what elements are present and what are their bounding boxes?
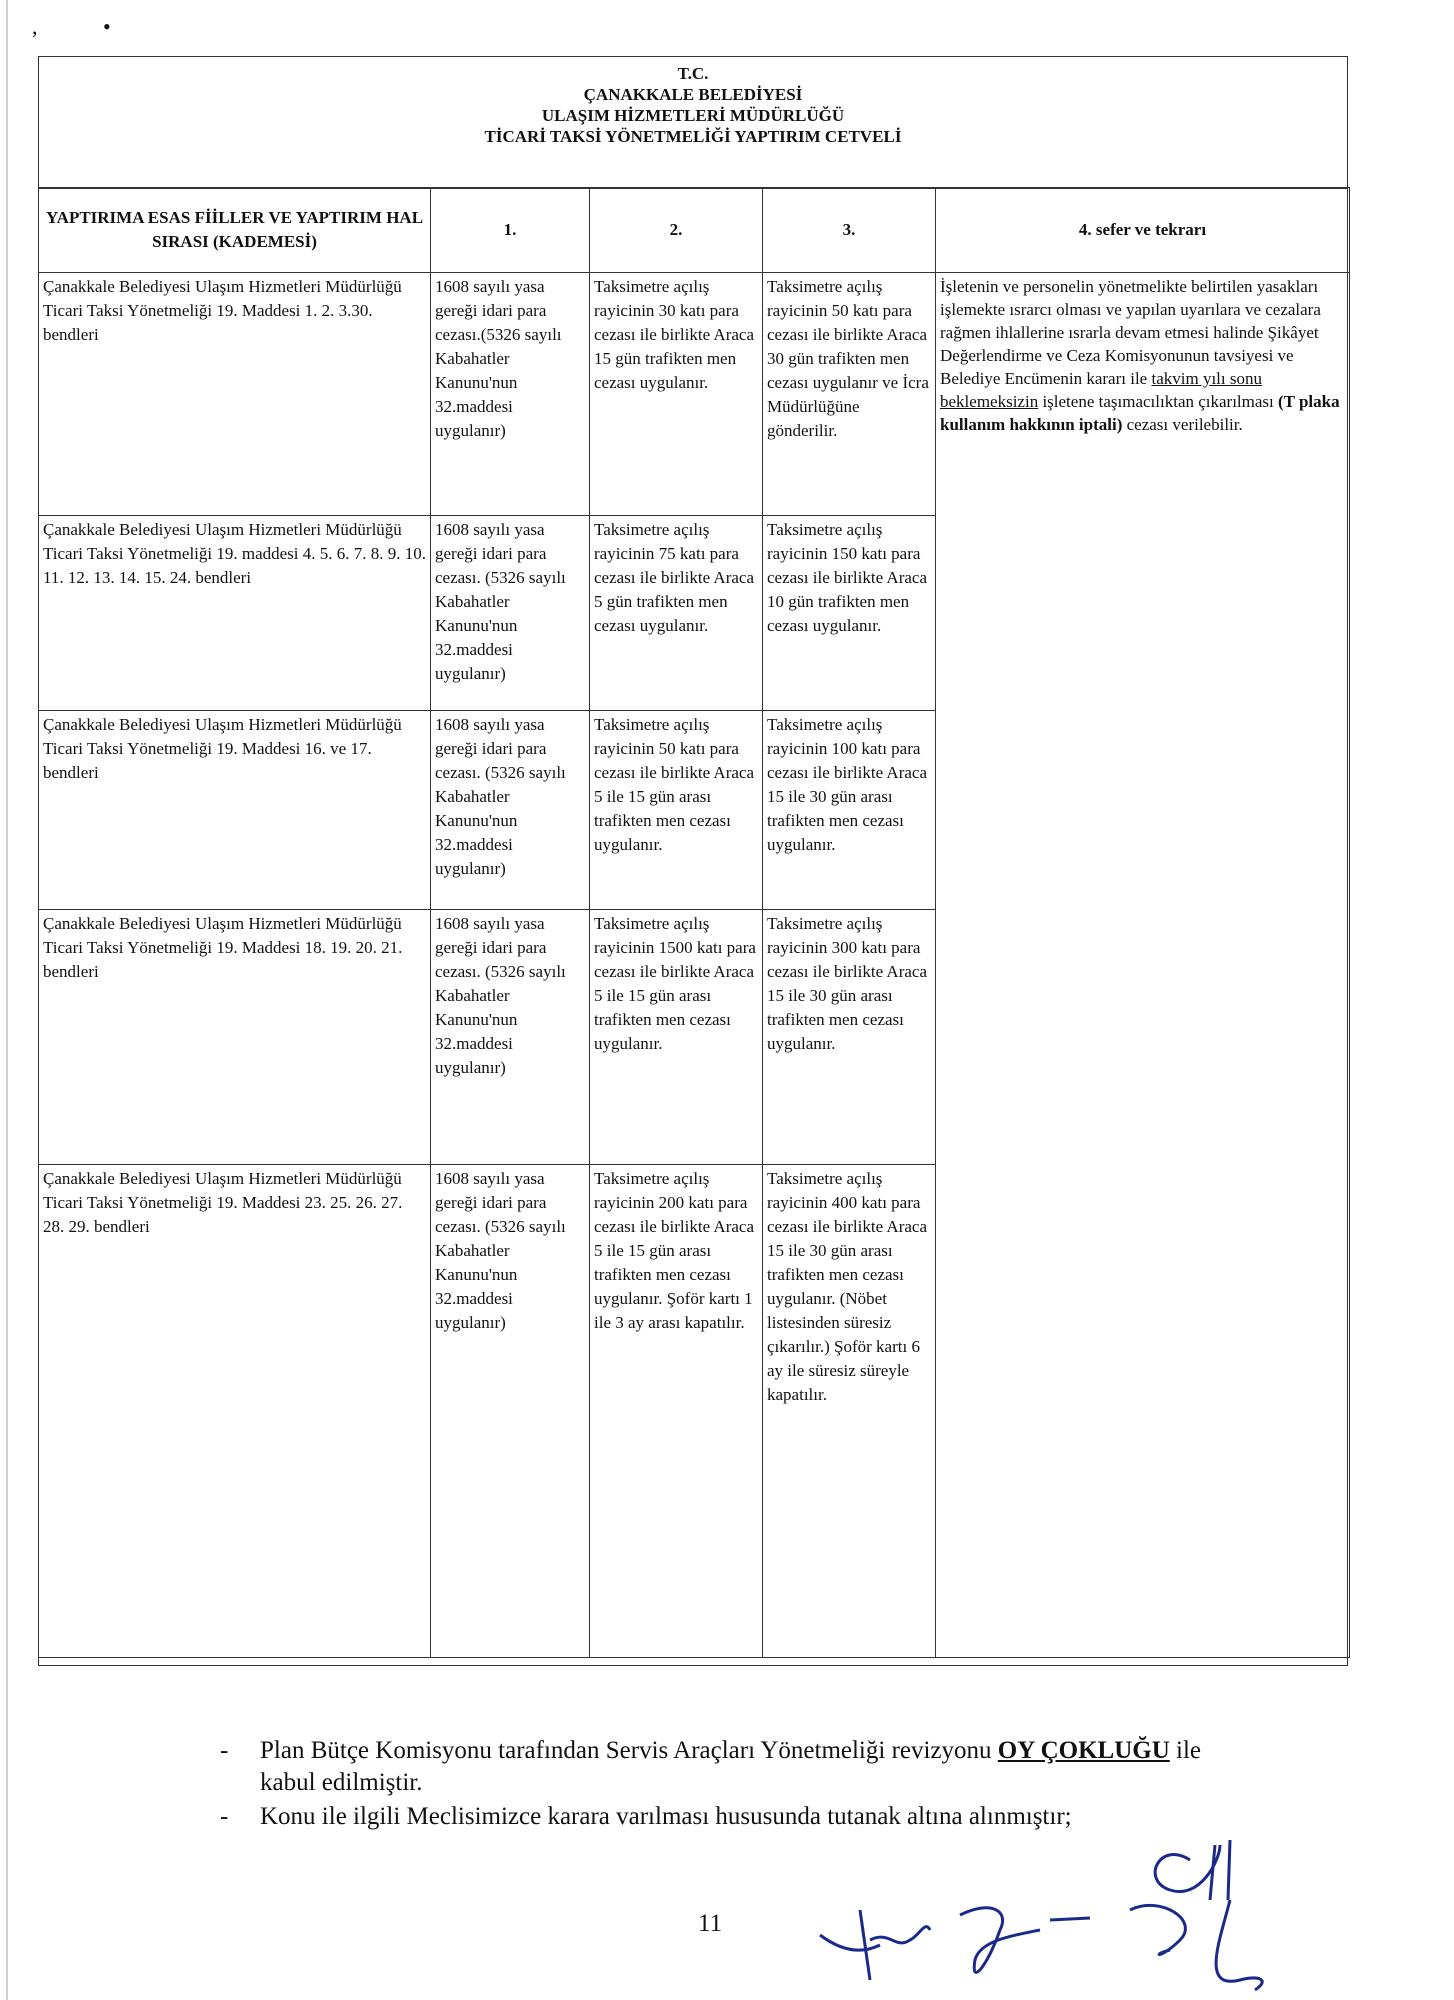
cell-second: Taksimetre açılış rayicinin 30 katı para cezası ile birlikte Araca 15 gün trafikten men cezası uygulanır. — [590, 273, 763, 516]
cell-third: Taksimetre açılış rayicinin 150 katı para cezası ile birlikte Araca 10 gün trafikten men cezası uygulanır. — [763, 516, 936, 711]
cell-act: Çanakkale Belediyesi Ulaşım Hizmetleri Müdürlüğü Ticari Taksi Yönetmeliği 19. Maddesi 1. 2. 3.30. bendleri — [39, 273, 431, 516]
table-row — [39, 273, 1350, 516]
col-header-acts: YAPTIRIMA ESAS FİİLLER VE YAPTIRIM HAL SIRASI (KADEMESİ) — [39, 188, 431, 273]
note-dash: - — [220, 1803, 229, 1830]
note-item — [200, 1735, 1220, 1799]
top-mark: • — [103, 14, 111, 39]
fourth-text-2: işletene taşımacılıktan çıkarılması — [1042, 392, 1274, 411]
signature-mark — [1155, 1840, 1230, 1900]
signature-mark — [820, 1910, 930, 1980]
page-number: 11 — [698, 1910, 723, 1937]
cell-fourth-penalty — [936, 273, 1350, 1658]
header-line-municipality: ÇANAKKALE BELEDİYESİ — [583, 85, 803, 104]
table-header-row — [39, 188, 1350, 273]
cell-second: Taksimetre açılış rayicinin 50 katı para cezası ile birlikte Araca 5 ile 15 gün arası trafikten men cezası uygulanır. — [590, 711, 763, 910]
cell-third: Taksimetre açılış rayicinin 100 katı para cezası ile birlikte Araca 15 ile 30 gün arası trafikten men cezası uygulanır. — [763, 711, 936, 910]
cell-act: Çanakkale Belediyesi Ulaşım Hizmetleri Müdürlüğü Ticari Taksi Yönetmeliği 19. maddesi 4. 5. 6. 7. 8. 9. 10. 11. 12. 13. 14. 15. 24. bendleri — [39, 516, 431, 711]
fourth-text-1: İşletenin ve personelin yönetmelikte belirtilen yasakları işlemekte ısrarcı olması ve yapılan uyarılara ve cezalara rağmen ihlallerine ısrarla devam etmesi halinde Şikâyet Değerlendirme ve Ceza Komisyonunun tavsiyesi ve Belediye Encümenin kararı ile — [940, 277, 1321, 388]
table-frame — [38, 56, 1348, 1666]
top-mark: , — [32, 14, 38, 39]
note-dash: - — [220, 1737, 229, 1764]
cell-first: 1608 sayılı yasa gereği idari para cezası. (5326 sayılı Kabahatler Kanunu'nun 32.maddesi uygulanır) — [431, 910, 590, 1165]
cell-third: Taksimetre açılış rayicinin 400 katı para cezası ile birlikte Araca 15 ile 30 gün arası trafikten men cezası uygulanır. (Nöbet listesinden süresiz çıkarılır.) Şoför kartı 6 ay ile süresiz süreyle kapatılır. — [763, 1165, 936, 1658]
cell-second: Taksimetre açılış rayicinin 75 katı para cezası ile birlikte Araca 5 gün trafikten men cezası uygulanır. — [590, 516, 763, 711]
fourth-text-3: cezası verilebilir. — [1126, 415, 1243, 434]
note-item — [200, 1801, 1220, 1833]
signature-mark — [1130, 1905, 1185, 1954]
signature-mark — [1216, 1900, 1262, 1990]
cell-second: Taksimetre açılış rayicinin 200 katı para cezası ile birlikte Araca 5 ile 15 gün arası trafikten men cezası uygulanır. Şoför kartı 1 ile 3 ay arası kapatılır. — [590, 1165, 763, 1658]
col-header-second: 2. — [590, 188, 763, 273]
cell-first: 1608 sayılı yasa gereği idari para cezası. (5326 sayılı Kabahatler Kanunu'nun 32.maddesi uygulanır) — [431, 1165, 590, 1658]
council-notes — [200, 1735, 1220, 1835]
cell-first: 1608 sayılı yasa gereği idari para cezası. (5326 sayılı Kabahatler Kanunu'nun 32.maddesi uygulanır) — [431, 516, 590, 711]
fourth-text-underlined: takvim yılı sonu beklemeksizin — [940, 369, 1262, 411]
cell-act: Çanakkale Belediyesi Ulaşım Hizmetleri Müdürlüğü Ticari Taksi Yönetmeliği 19. Maddesi 23. 25. 26. 27. 28. 29. bendleri — [39, 1165, 431, 1658]
cell-act: Çanakkale Belediyesi Ulaşım Hizmetleri Müdürlüğü Ticari Taksi Yönetmeliği 19. Maddesi 18. 19. 20. 21. bendleri — [39, 910, 431, 1165]
cell-third: Taksimetre açılış rayicinin 300 katı para cezası ile birlikte Araca 15 ile 30 gün arası trafikten men cezası uygulanır. — [763, 910, 936, 1165]
cell-second: Taksimetre açılış rayicinin 1500 katı para cezası ile birlikte Araca 5 ile 15 gün arası trafikten men cezası uygulanır. — [590, 910, 763, 1165]
cell-act: Çanakkale Belediyesi Ulaşım Hizmetleri Müdürlüğü Ticari Taksi Yönetmeliği 19. Maddesi 16. ve 17. bendleri — [39, 711, 431, 910]
cell-first: 1608 sayılı yasa gereği idari para cezası.(5326 sayılı Kabahatler Kanunu'nun 32.maddesi uygulanır) — [431, 273, 590, 516]
document-header — [39, 57, 1347, 189]
note-text-end: ile kabul edilmiştir. — [260, 1737, 1202, 1796]
note-text: Konu ile ilgili Meclisimizce karara varılması hususunda tutanak altına alınmıştır; — [260, 1803, 1072, 1830]
fourth-text-bold: (T plaka kullanım hakkının iptali) — [940, 392, 1340, 434]
col-header-third: 3. — [763, 188, 936, 273]
note-text: Plan Bütçe Komisyonu tarafından Servis Araçları Yönetmeliği revizyonu — [260, 1737, 992, 1764]
signature-mark — [960, 1908, 1090, 1973]
cell-third: Taksimetre açılış rayicinin 50 katı para cezası ile birlikte Araca 30 gün trafikten men cezası uygulanır ve İcra Müdürlüğüne gönderilir. — [763, 273, 936, 516]
sanction-table — [38, 187, 1350, 1658]
signatures — [800, 1840, 1360, 2000]
header-line-title: TİCARİ TAKSİ YÖNETMELİĞİ YAPTIRIM CETVELİ — [484, 127, 902, 146]
header-line-directorate: ULAŞIM HİZMETLERİ MÜDÜRLÜĞÜ — [541, 106, 845, 125]
cell-first: 1608 sayılı yasa gereği idari para cezası. (5326 sayılı Kabahatler Kanunu'nun 32.maddesi uygulanır) — [431, 711, 590, 910]
top-marks — [32, 14, 171, 40]
note-emphasis: OY ÇOKLUĞU — [997, 1737, 1170, 1764]
col-header-first: 1. — [431, 188, 590, 273]
col-header-fourth: 4. sefer ve tekrarı — [936, 188, 1350, 273]
header-line-tc: T.C. — [677, 64, 709, 83]
scan-edge — [6, 0, 8, 2000]
